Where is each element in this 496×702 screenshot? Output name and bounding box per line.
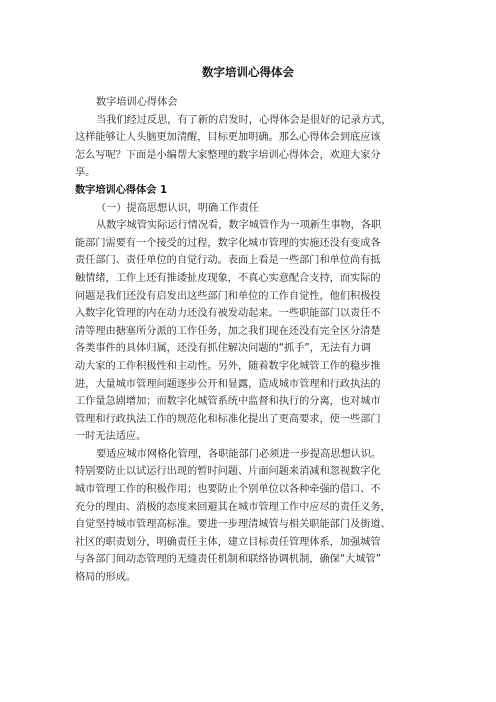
- paragraph-2-line-1: 要适应城市网格化管理，各职能部门必须进一步提高思想认识。: [96, 448, 382, 460]
- paragraph-1-line-7: 清等理由搪塞所分派的工作任务，加之我们现在还没有完全区分清楚: [75, 325, 381, 337]
- paragraph-1-line-12: 管理和行政执法工作的规范化和标准化提出了更高要求，使一些部门: [75, 413, 381, 425]
- intro-heading: [75, 94, 422, 112]
- intro-line-2: 这样能够让人头脑更加清醒，目标更加明确。那么心得体会到底应该: [75, 132, 381, 144]
- section-title: [75, 182, 422, 200]
- subsection-title-text: （一）提高思想认识，明确工作责任: [96, 202, 259, 214]
- paragraph-2-line-8: 格局的形成。: [75, 572, 137, 584]
- intro-paragraph: [75, 112, 422, 182]
- paragraph-1-line-5: 问题是我们还没有启发出这些部门和单位的工作自觉性，他们积极投: [75, 290, 381, 302]
- paragraph-1-line-10: 进，大量城市管理问题逐步公开和显露，造成城市管理和行政执法的: [75, 378, 381, 390]
- intro-line-4: 享。: [75, 167, 96, 179]
- paragraph-1-line-4: 触情绪，工作上还有推诿扯皮现象，不真心实意配合支持，而实际的: [75, 272, 381, 284]
- intro-line-3: 怎么写呢？下面是小编帮大家整理的数字培训心得体会，欢迎大家分: [75, 149, 381, 161]
- paragraph-1-line-1: 从数字城管实际运行情况看，数字城管作为一项新生事物，各职: [96, 220, 382, 232]
- paragraph-2-line-5: 自觉坚持城市管理高标准。要进一步理清城管与相关职能部门及街道、: [75, 519, 391, 531]
- document-body: [75, 94, 422, 587]
- paragraph-1-line-3: 责任部门、责任单位的自觉行动。表面上看是一些部门和单位尚有抵: [75, 255, 381, 267]
- paragraph-2-line-7: 与各部门间动态管理的无缝责任机制和联络协调机制，确保“大城管”: [75, 554, 381, 566]
- paragraph-2: [75, 446, 422, 587]
- paragraph-2-line-6: 社区的职责划分，明确责任主体，建立目标责任管理体系，加强城管: [75, 536, 381, 548]
- paragraph-1-line-9: 动大家的工作积极性和主动性。另外，随着数字化城管工作的稳步推: [75, 360, 381, 372]
- paragraph-1-line-6: 入数字化管理的内在动力还没有被发动起来。一些职能部门以责任不: [75, 308, 381, 320]
- subsection-title: [75, 200, 422, 218]
- paragraph-1-line-11: 工作量急剧增加；而数字化城管系统中监督和执行的分离，也对城市: [75, 396, 381, 408]
- document-title: 数字培训心得体会: [202, 65, 294, 79]
- paragraph-1-line-2: 能部门需要有一个接受的过程，数字化城市管理的实施还没有变成各: [75, 237, 381, 249]
- paragraph-1: [75, 217, 422, 446]
- paragraph-1-line-8: 各类事件的具体归属，还没有抓住解决问题的“抓手”，无法有力调: [75, 343, 371, 355]
- paragraph-1-line-13: 一时无法适应。: [75, 431, 147, 443]
- intro-line-1: 当我们经过反思，有了新的启发时，心得体会是很好的记录方式，: [96, 114, 392, 126]
- paragraph-2-line-3: 城市管理工作的积极作用；也要防止个别单位以各种牵强的借口、不: [75, 484, 381, 496]
- paragraph-2-line-2: 特别要防止以试运行出现的暂时问题、片面问题来消减和忽视数字化: [75, 466, 381, 478]
- paragraph-2-line-4: 充分的理由、消极的态度来回避其在城市管理工作中应尽的责任义务，: [75, 501, 391, 513]
- section-title-text: 数字培训心得体会 1: [75, 184, 168, 196]
- intro-heading-text: 数字培训心得体会: [96, 97, 178, 108]
